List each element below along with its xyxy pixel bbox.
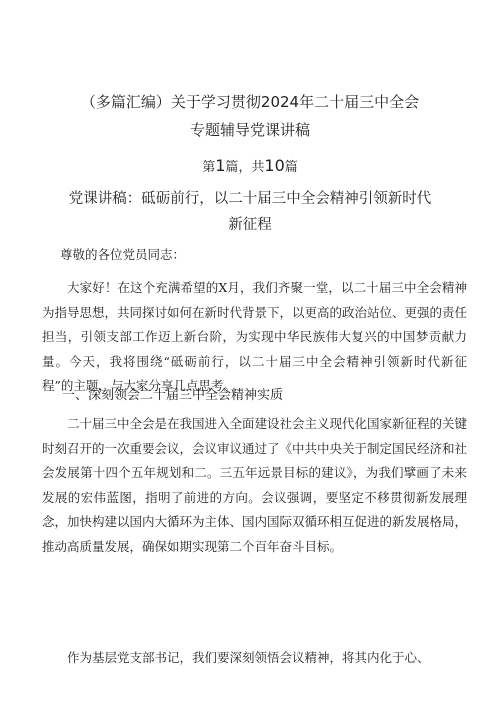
counter-middle: 篇，共	[225, 160, 265, 175]
paragraph-section-1: 二十届三中全会是在我国进入全面建设社会主义现代化国家新征程的关键时刻召开的一次重要会议，会议审议通过了《中共中央关于制定国民经济和社会发展第十四个五年规划和二。三五年远景目标的建议》，为我们擘画了未来发展的宏伟蓝图，指明了前进的方向。会议强调，要坚定不移贯彻新发展理念，加快构建以国内大循环为主体、国内国际双循环相互促进的新发展格局，推动高质量发展，确保如期实现第二个百年奋斗目标。	[42, 416, 468, 554]
counter-total: 10	[264, 156, 285, 175]
article-subtitle-line-1: 党课讲稿：砥砺前行，以二十届三中全会精神引领新时代	[68, 191, 432, 207]
paragraph-continued: 作为基层党支部书记，我们要深刻领悟会议精神，将其内化于心、	[67, 650, 430, 665]
counter-prefix: 第	[202, 160, 216, 175]
article-subtitle-line-2: 新征程	[228, 217, 272, 233]
counter-current: 1	[215, 156, 226, 175]
counter-suffix: 篇	[284, 160, 298, 175]
document-title-line-1: （多篇汇编）关于学习贯彻2024年二十届三中全会	[80, 93, 420, 111]
document-title-line-2: 专题辅导党课讲稿	[189, 121, 310, 139]
article-counter	[0, 156, 500, 178]
paragraph-intro: 大家好！在这个充满希望的X月，我们齐聚一堂，以二十届三中全会精神为指导思想，共同探讨如何在新时代背景下，以更高的政治站位、更强的责任担当，引领支部工作迈上新台阶，为实现中华民族伟大复兴的中国梦贡献力量。今天，我将围绕“砥砺前行，以二十届三中全会精神引领新时代新征程”的主题，与大家分享几点思考。	[42, 280, 468, 393]
section-heading-1: 一、深刻领会二十届三中全会精神实质	[62, 388, 284, 403]
salutation: 尊敬的各位党员同志：	[60, 247, 186, 262]
